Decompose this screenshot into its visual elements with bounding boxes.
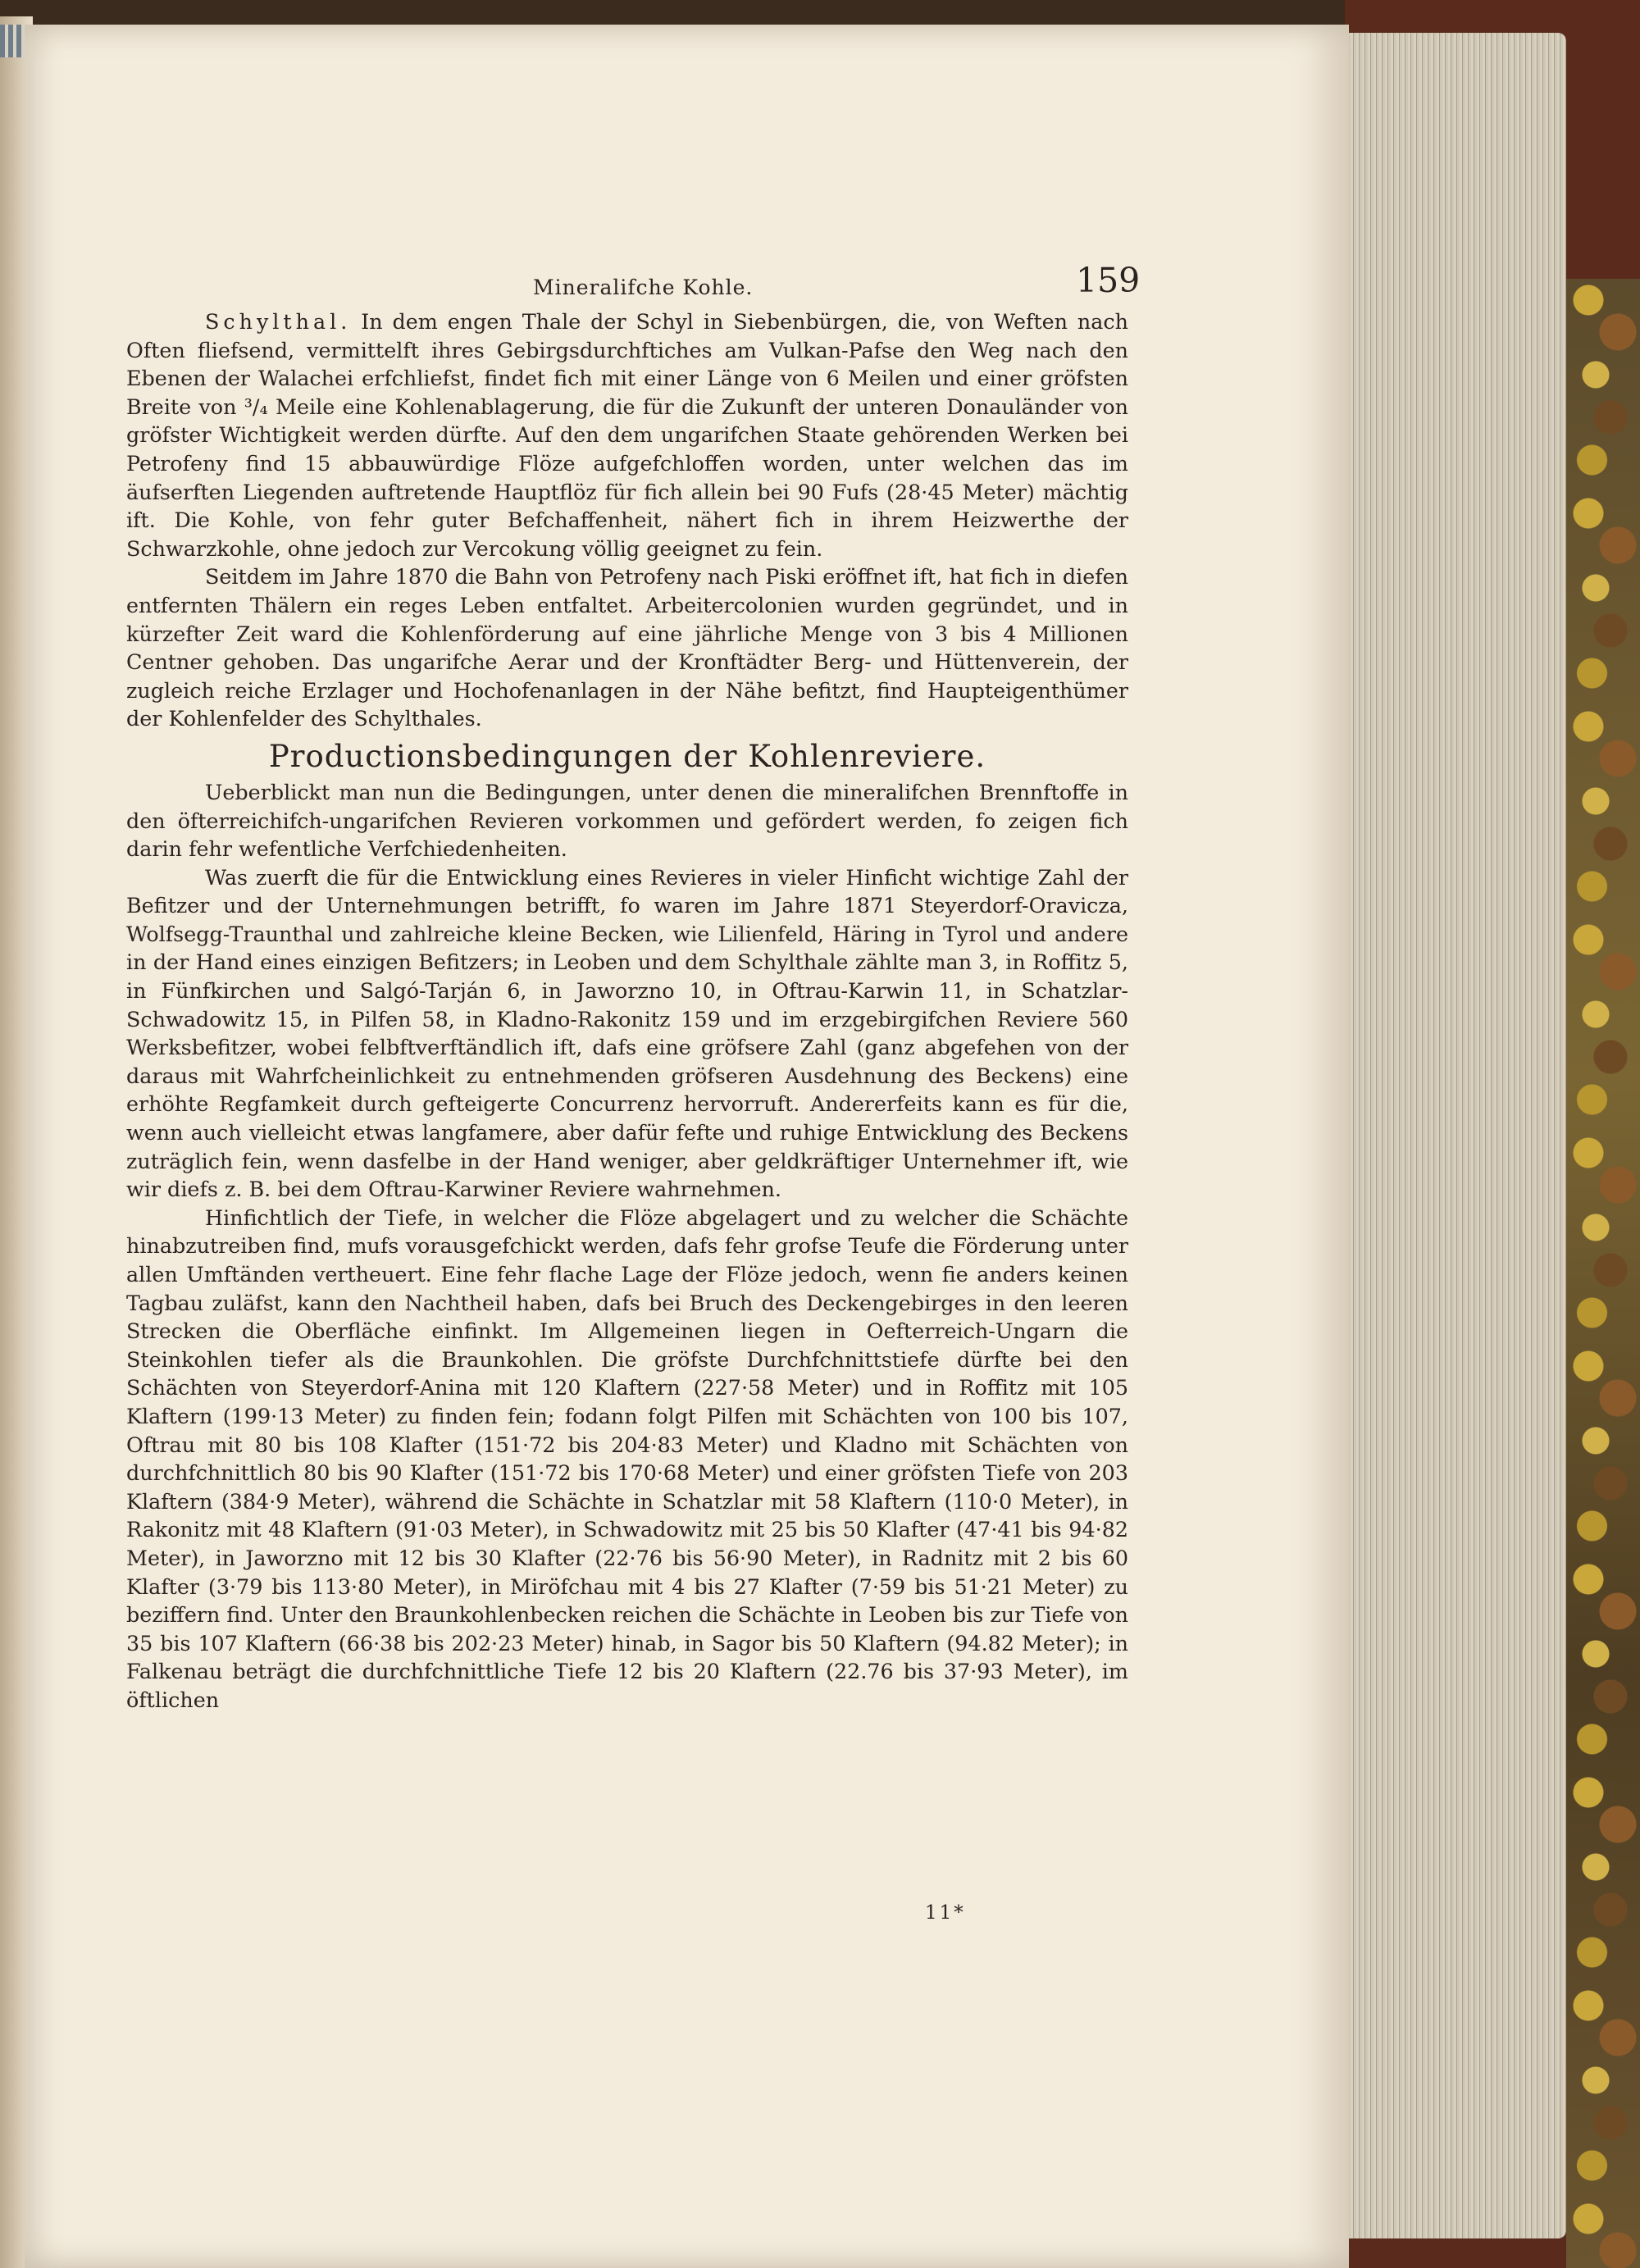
paragraph-overview: Ueberblickt man nun die Bedingungen, unter denen die mineralifchen Brennftoffe in den öfterreichifch-ungarifchen Revieren vorkommen und gefördert werden, fo zeigen fich darin fehr wefentliche Verfchiedenheiten.: [126, 779, 1128, 862]
paragraph-depth: Hinfichtlich der Tiefe, in welcher die Flöze abgelagert und zu welcher die Schächte hinabzutreiben find, mufs vorausgefchickt werden, dafs fehr grofse Teufe die Förderung unter allen Umftänden vertheuert. Eine fehr flache Lage der Flöze jedoch, wenn fie anders keinen Tagbau zuläfst, kann den Nachtheil haben, dafs bei Bruch des Deckengebirges in den leeren Strecken die Oberfläche einfinkt. Im Allgemeinen liegen in Oefterreich-Ungarn die Steinkohlen tiefer als die Braunkohlen. Die gröfste Durchfchnittstiefe dürfte bei den Schächten von Steyerdorf-Anina mit 120 Klaftern (227·58 Meter) und in Roffitz mit 105 Klaftern (199·13 Meter) zu finden fein; fodann folgt Pilfen mit Schächten von 100 bis 107, Oftrau mit 80 bis 108 Klafter (151·72 bis 204·83 Meter) und Kladno mit Schächten von durchfchnittlich 80 bis 90 Klafter (151·72 bis 170·68 Meter) und einer gröfsten Tiefe von 203 Klaftern (384·9 Meter), während die Schächte in Schatzlar mit 58 Klaftern (110·0 Meter), in Rakonitz mit 48 Klaftern (91·03 Meter), in Schwadowitz mit 25 bis 50 Klafter (47·41 bis 94·82 Meter), in Jaworzno mit 12 bis 30 Klafter (22·76 bis 56·90 Meter), in Radnitz mit 2 bis 60 Klafter (3·79 bis 113·80 Meter), in Miröfchau mit 4 bis 27 Klafter (7·59 bis 51·21 Meter) zu beziffern find. Unter den Braunkohlenbecken reichen die Schächte in Leoben bis zur Tiefe von 35 bis 107 Klaftern (66·38 bis 202·23 Meter) hinab, in Sagor bis 50 Klaftern (94.82 Meter); in Falkenau beträgt die durchfchnittliche Tiefe 12 bis 20 Klaftern (22.76 bis 37·93 Meter), im öftlichen: [126, 1205, 1128, 1712]
page-header: [25, 246, 1349, 303]
page-edges: [1345, 33, 1566, 2238]
signature-mark: 11*: [925, 1902, 966, 1924]
page-number: 159: [1076, 261, 1141, 300]
page-body: [126, 307, 1128, 1715]
paragraph-schylthal: [126, 307, 1128, 562]
paragraph-owners: Was zuerft die für die Entwicklung eines Revieres in vieler Hinficht wichtige Zahl der Befitzer und der Unternehmungen betrifft, fo waren im Jahre 1871 Steyerdorf-Oravicza, Wolfsegg-Traunthal und zahlreiche kleine Becken, wie Lilienfeld, Häring in Tyrol und andere in der Hand eines einzigen Befitzers; in Leoben und dem Schylthale zählte man 3, in Roffitz 5, in Fünfkirchen und Salgó-Tarján 6, in Jaworzno 10, in Oftrau-Karwin 11, in Schatzlar-Schwadowitz 15, in Pilfen 58, in Kladno-Rakonitz 159 und im erzgebirgifchen Reviere 560 Werksbefitzer, wobei felbftverftändlich ift, dafs eine gröfsere Zahl (ganz abgefehen von der daraus mit Wahrfcheinlichkeit zu entnehmenden gröfseren Ausdehnung des Beckens) eine erhöhte Regfamkeit durch gefteigerte Concurrenz hervorruft. Andererfeits kann es für die, wenn auch vielleicht etwas langfamere, aber dafür fefte und ruhige Entwicklung des Beckens zuträglich fein, wenn dasfelbe in der Hand weniger, aber geldkräftiger Unternehmer ift, wie wir diefs z. B. bei dem Oftrau-Karwiner Reviere wahrnehmen.: [126, 864, 1128, 1202]
running-head: Mineralifche Kohle.: [533, 276, 754, 299]
section-heading: Productionsbedingungen der Kohlenreviere.: [268, 738, 986, 774]
paragraph-railway: Seitdem im Jahre 1870 die Bahn von Petrofeny nach Piski eröffnet ift, hat fich in diefen entfernten Thälern ein reges Leben entfaltet. Arbeitercolonien wurden gegründet, und in kürzefter Zeit ward die Kohlenförderung auf eine jährliche Menge von 3 bis 4 Millionen Centner gehoben. Das ungarifche Aerar und der Kronftädter Berg- und Hüttenverein, der zugleich reiche Erzlager und Hochofenanlagen in der Nähe befitzt, find Haupteigenthümer der Kohlenfelder des Schylthales.: [126, 564, 1128, 731]
marbled-endpaper: [1566, 279, 1640, 2268]
paragraph-lead: Schylthal.: [205, 309, 352, 334]
paragraph-text: In dem engen Thale der Schyl in Siebenbürgen, die, von Weften nach Often fliefsend, vermittelft ihres Gebirgsdurchftiches am Vulkan-Pafse den Weg nach den Ebenen der Walachei erfchliefst, findet fich mit einer Länge von 6 Meilen und einer gröfsten Breite von ³/₄ Meile eine Kohlenablagerung, die für die Zukunft der unteren Donauländer von gröfster Wichtigkeit werden dürfte. Auf den dem ungarifchen Staate gehörenden Werken bei Petrofeny find 15 abbauwürdige Flöze aufgefchloffen worden, unter welchen das im äufserften Liegenden auftretende Hauptflöz für fich allein bei 90 Fufs (28·45 Meter) mächtig ift. Die Kohle, von fehr guter Befchaffenheit, nähert fich in ihrem Heizwerthe der Schwarzkohle, ohne jedoch zur Vercokung völlig geeignet zu fein.: [126, 309, 1128, 561]
